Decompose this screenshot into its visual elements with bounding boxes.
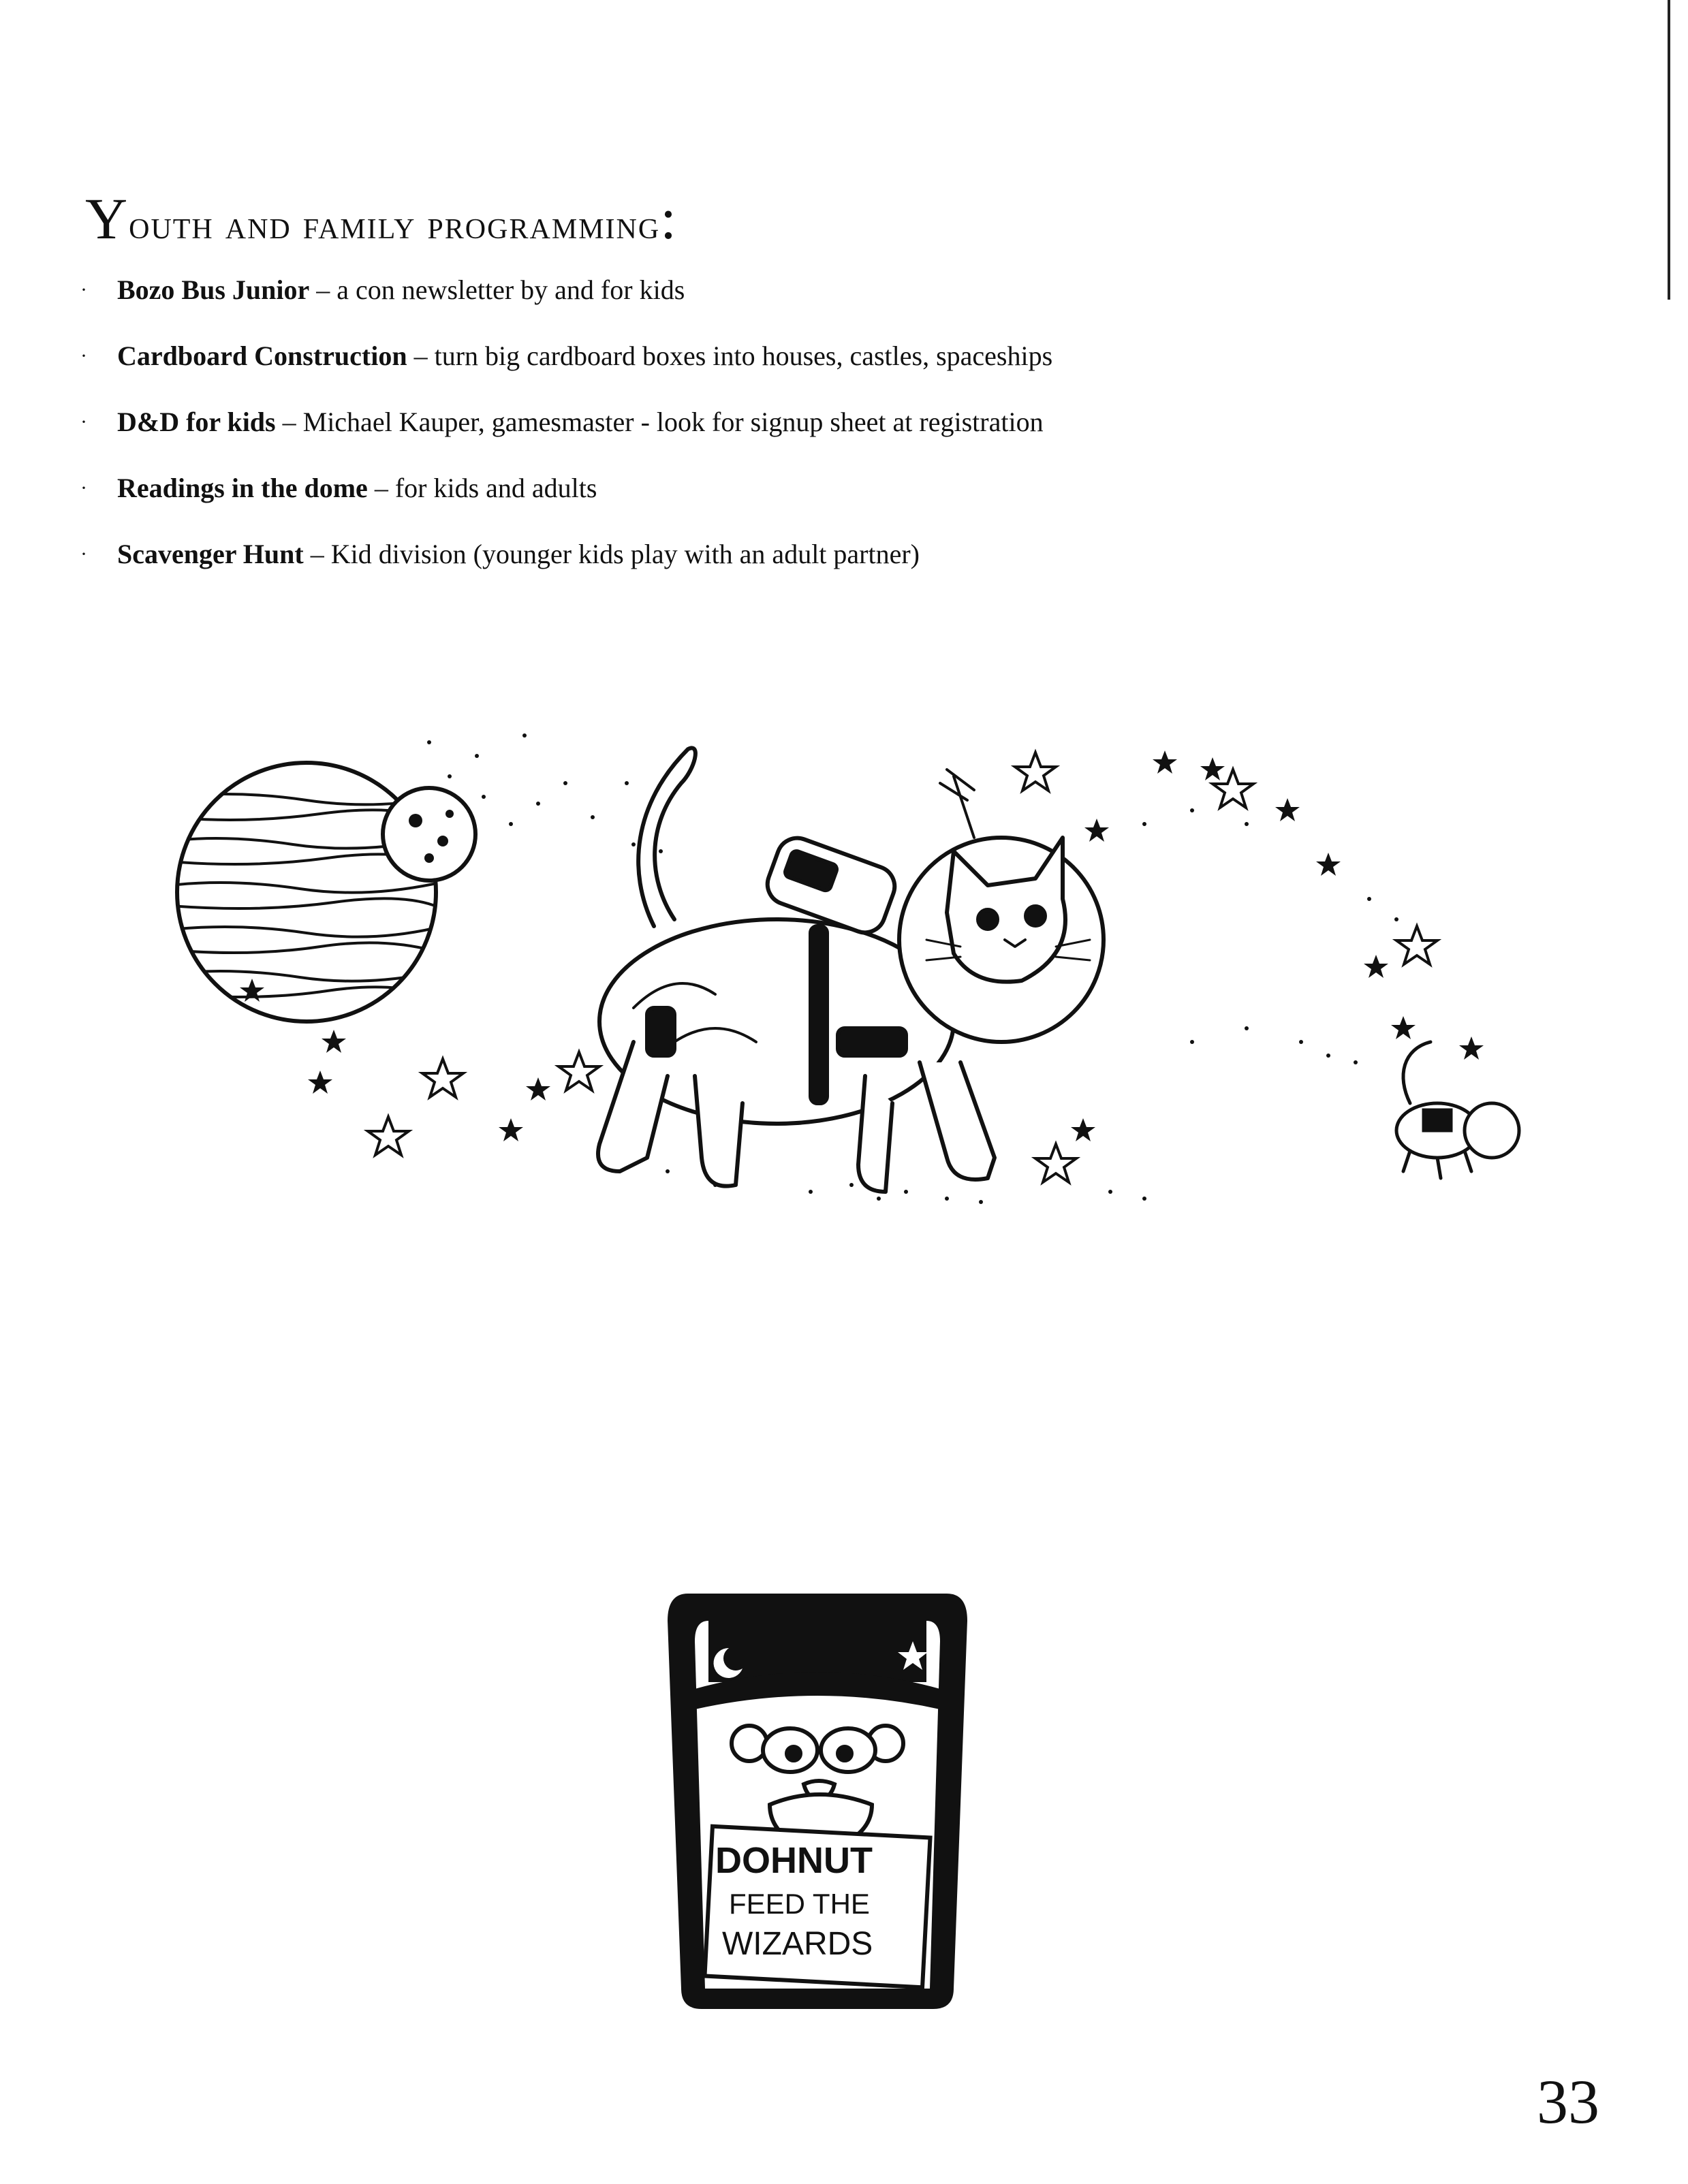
title-initial: Y: [85, 186, 129, 252]
program-name: Bozo Bus Junior: [117, 274, 310, 305]
page-title: [85, 186, 678, 252]
astronaut-cat-icon: [598, 748, 1104, 1192]
poster-line-2: FEED THE: [729, 1888, 870, 1920]
program-list: [80, 272, 1579, 603]
poster-line-1: DOHNUT: [715, 1840, 873, 1881]
program-separator: –: [407, 341, 435, 371]
bullet-icon: ·: [80, 345, 87, 367]
wizard-poster: [668, 1580, 967, 2016]
program-description: Michael Kauper, gamesmaster - look for signup sheet at registration: [302, 407, 1044, 437]
bullet-icon: ·: [80, 279, 87, 301]
program-separator: –: [303, 539, 331, 569]
poster-line-3: WIZARDS: [722, 1926, 873, 1962]
title-colon: :: [660, 186, 678, 252]
list-item: [80, 537, 1579, 603]
small-astronaut-cat-icon: [1396, 1042, 1519, 1178]
bullet-icon: ·: [80, 543, 87, 565]
program-separator: –: [275, 407, 303, 437]
program-name: Scavenger Hunt: [117, 539, 304, 569]
bullet-icon: ·: [80, 477, 87, 499]
list-item: [80, 405, 1579, 471]
program-separator: –: [367, 473, 395, 503]
program-description: turn big cardboard boxes into houses, castles, spaceships: [434, 341, 1053, 371]
moon-icon: [383, 788, 475, 881]
program-name: Cardboard Construction: [117, 341, 407, 371]
list-item: [80, 338, 1579, 405]
program-name: Readings in the dome: [117, 473, 368, 503]
program-description: for kids and adults: [394, 473, 597, 503]
program-name: D&D for kids: [117, 407, 276, 437]
program-description: a con newsletter by and for kids: [337, 274, 685, 305]
list-item: [80, 272, 1579, 338]
list-item: [80, 471, 1579, 537]
program-description: Kid division (younger kids play with an adult partner): [330, 539, 920, 569]
bullet-icon: ·: [80, 411, 87, 433]
page-edge-line: [1668, 0, 1670, 300]
program-separator: –: [309, 274, 337, 305]
space-cat-illustration: [157, 722, 1560, 1239]
title-text: outh and family programming: [129, 202, 661, 248]
page-number: 33: [1537, 2067, 1599, 2136]
poster-sign: [704, 1826, 930, 1987]
